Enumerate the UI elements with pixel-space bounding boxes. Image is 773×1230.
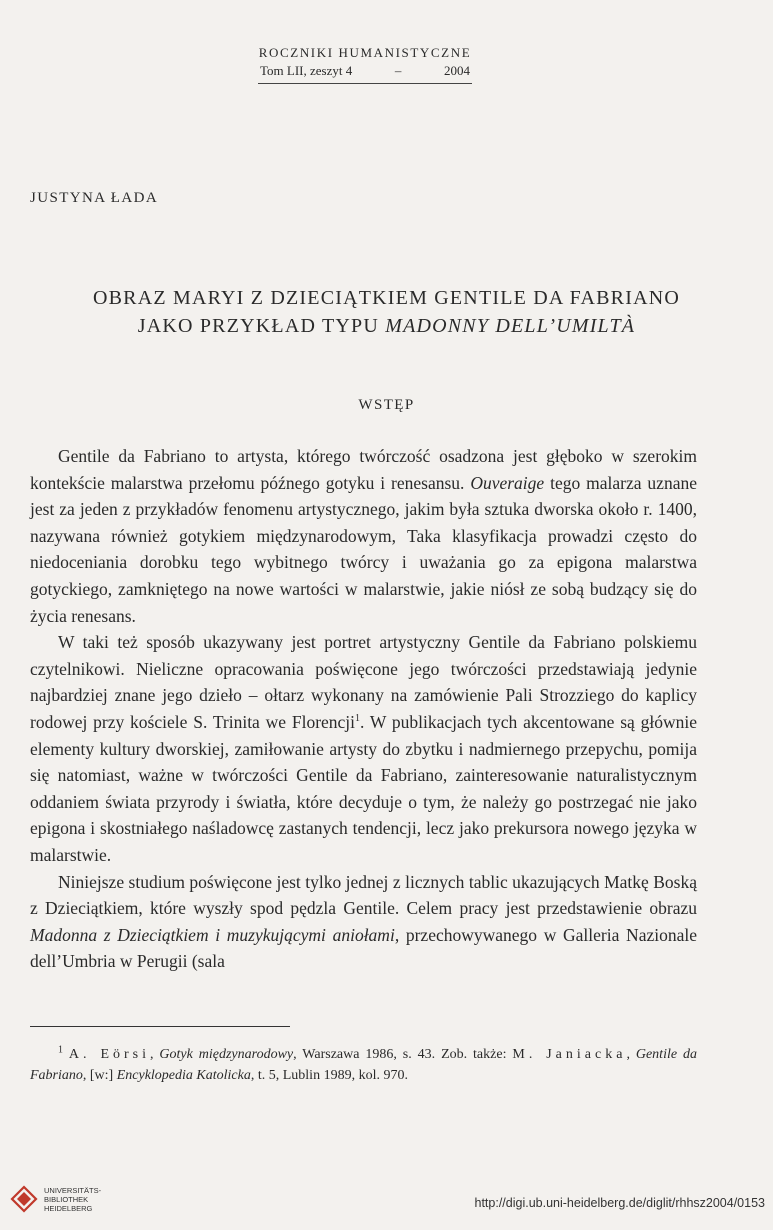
- library-logo: [8, 1181, 101, 1217]
- header-rule: [258, 83, 472, 84]
- p3-part2: , przechowywanego w Galleria Nazionale dell’Umbria w Perugii (sala: [30, 924, 697, 972]
- journal-header: [258, 44, 472, 84]
- footnote-number: 1: [58, 1044, 63, 1056]
- journal-year: 2004: [443, 63, 470, 78]
- logo-line-3: HEIDELBERG: [44, 1203, 93, 1213]
- p3-italic: Madonna z Dzieciątkiem i muzykującymi aniołami: [30, 924, 395, 945]
- footnote-rest-1: , Warszawa 1986, s. 43. Zob. także:: [293, 1047, 513, 1062]
- journal-volume: Tom LII, zeszyt 4: [260, 63, 353, 78]
- paragraph-3: [30, 869, 697, 975]
- footnote-rest-3: , t. 5, Lublin 1989, kol. 970.: [250, 1068, 408, 1083]
- title-prefix: JAKO PRZYKŁAD TYPU: [137, 315, 386, 337]
- p2-part2: . W publikacjach tych akcentowane są głównie elementy kultury dworskiej, zamiłowanie artysty do zbytku i nadmiernego przepychu, pomija się natomiast, ważne w twórczości Gentile da Fabriano, zainteresowanie naturalistycznym oddaniem świata przyrody i światła, które decyduje o tym, że należy go postrzegać nie jako epigona i skostniałego naśladowcę zastanych tendencji, lecz jako prekursora nowego języka w malarstwie.: [30, 711, 697, 865]
- p1-part2: tego malarza uznane jest za jeden z przykładów fenomenu artystycznego, jakim była sztuka dworska około r. 1400, nazywana również gotykiem międzynarodowym, Taka klasyfikacja prowadzi często do niedoceniania dorobku tego wybitnego twórcy i uważania go za epigona malarstwa gotyckiego, zamkniętego na nowe wartości w malarstwie, jakie niósł ze sobą budzący się do życia renesans.: [30, 472, 697, 626]
- p3-part1: Niniejsze studium poświęcone jest tylko jednej z licznych tablic ukazujących Matkę Boską z Dzieciątkiem, które wyszły spod pędzla Gentile. Celem pracy jest przedstawienie obrazu: [30, 871, 697, 919]
- article-title-line-1: OBRAZ MARYI Z DZIECIĄTKIEM GENTILE DA FABRIANO: [92, 287, 681, 309]
- footnote-title-1: Gotyk międzynarodowy: [159, 1047, 294, 1062]
- p2-part1: W taki też sposób ukazywany jest portret artystyczny Gentile da Fabriano polskiemu czytelnikowi. Nieliczne opracowania poświęcone jego twórczości przedstawiają jedynie najbardziej znane jego dzieło – ołtarz wykonany na zamówienie Pali Strozziego do kaplicy rodowej przy kościele S. Trinita we Florencji: [30, 632, 697, 732]
- footnote: [30, 1044, 697, 1086]
- title-italic: MADONNY DELL’UMILTÀ: [385, 315, 636, 337]
- library-logo-text: [44, 1186, 101, 1213]
- library-logo-icon: [8, 1181, 40, 1217]
- footnote-author-1: A. Eörsi: [68, 1047, 150, 1062]
- source-url-link[interactable]: http://digi.ub.uni-heidelberg.de/diglit/rhhsz2004/0153: [474, 1196, 765, 1210]
- journal-dash: –: [394, 63, 402, 78]
- footnote-rule: [30, 1026, 290, 1027]
- footnote-title-3: Encyklopedia Katolicka: [116, 1068, 251, 1083]
- footnote-reference: 1: [355, 713, 361, 725]
- paragraph-2: [30, 629, 697, 868]
- footnote-title-2: Gentile da Fabriano: [30, 1047, 697, 1083]
- p1-italic: Ouveraige: [470, 472, 545, 493]
- footnote-author-2: M. Janiacka: [512, 1047, 627, 1062]
- author-name: JUSTYNA ŁADA: [30, 190, 159, 206]
- logo-line-1: UNIVERSITÄTS-: [44, 1185, 102, 1195]
- body-text: [30, 443, 697, 975]
- section-heading: WSTĘP: [358, 397, 415, 413]
- footnote-rest-2: , [w:]: [82, 1068, 117, 1083]
- footnote-sep-2: ,: [626, 1047, 636, 1062]
- logo-line-2: BIBLIOTHEK: [44, 1194, 89, 1204]
- journal-volume-line: [258, 62, 472, 80]
- paragraph-1: [30, 443, 697, 629]
- article-title-line-2: [20, 315, 753, 338]
- footnote-sep-1: ,: [150, 1047, 160, 1062]
- p1-part1: Gentile da Fabriano to artysta, którego twórczość osadzona jest głęboko w szerokim kontekście malarstwa przełomu późnego gotyku i renesansu.: [30, 446, 697, 493]
- journal-name: ROCZNIKI HUMANISTYCZNE: [258, 45, 472, 60]
